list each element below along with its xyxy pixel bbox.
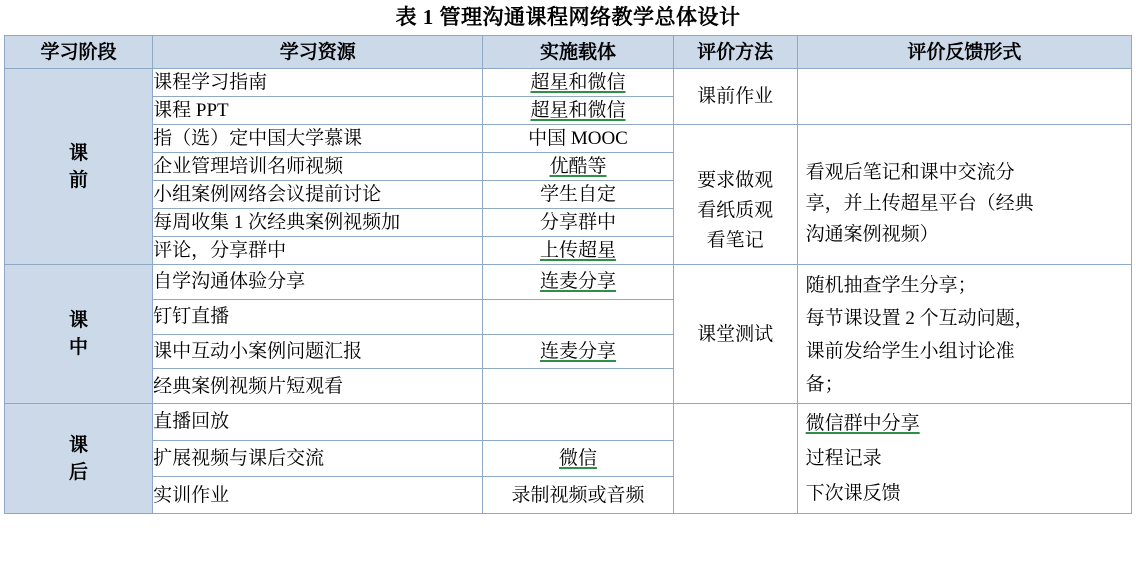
course-design-table bbox=[4, 35, 1132, 514]
carrier-cell bbox=[483, 299, 673, 334]
feedback-text: 看观后笔记和课中交流分 享，并上传超星平台（经典 沟通案例视频） bbox=[805, 162, 1034, 245]
feedback-text: 微信群中分享 过程记录 下次课反馈 bbox=[805, 413, 920, 504]
evaluation-cell-quiz: 课堂测试 bbox=[673, 265, 797, 404]
carrier-cell: 录制视频或音频 bbox=[483, 477, 673, 514]
resource-cell-continued: 评论，分享群中 bbox=[153, 237, 483, 265]
evaluation-cell-notes bbox=[673, 125, 797, 265]
resource-cell: 每周收集 1 次经典案例视频加 bbox=[153, 209, 483, 237]
resource-cell: 小组案例网络会议提前讨论 bbox=[153, 181, 483, 209]
resource-cell: 直播回放 bbox=[153, 404, 483, 441]
resource-cell: 课中互动小案例问题汇报 bbox=[153, 334, 483, 369]
table-header-row bbox=[5, 36, 1132, 69]
table-row bbox=[5, 404, 1132, 441]
column-header-resource: 学习资源 bbox=[153, 36, 483, 69]
carrier-cell: 微信 bbox=[483, 440, 673, 477]
evaluation-text: 要求做观 看纸质观 看笔记 bbox=[697, 169, 774, 251]
page-title: 表 1 管理沟通课程网络教学总体设计 bbox=[395, 5, 741, 29]
carrier-cell: 超星和微信 bbox=[483, 69, 673, 97]
stage-cell-during-class: 课 中 bbox=[5, 265, 153, 404]
resource-cell: 指（选）定中国大学慕课 bbox=[153, 125, 483, 153]
column-header-carrier: 实施载体 bbox=[483, 36, 673, 69]
column-header-stage: 学习阶段 bbox=[5, 36, 153, 69]
resource-cell: 自学沟通体验分享 bbox=[153, 265, 483, 300]
resource-cell: 经典案例视频片短观看 bbox=[153, 369, 483, 404]
carrier-cell bbox=[483, 369, 673, 404]
evaluation-cell-homework: 课前作业 bbox=[673, 69, 797, 125]
carrier-cell: 连麦分享 bbox=[483, 265, 673, 300]
evaluation-cell-after bbox=[673, 404, 797, 514]
column-header-evaluation: 评价方法 bbox=[673, 36, 797, 69]
carrier-cell: 优酷等 bbox=[483, 153, 673, 181]
feedback-text: 随机抽查学生分享； 每节课设置 2 个互动问题， 课前发给学生小组讨论准 备； bbox=[805, 275, 1034, 395]
feedback-cell-empty bbox=[797, 69, 1131, 125]
resource-cell: 课程学习指南 bbox=[153, 69, 483, 97]
carrier-cell: 分享群中 bbox=[483, 209, 673, 237]
column-header-feedback: 评价反馈形式 bbox=[797, 36, 1131, 69]
stage-cell-before-class: 课 前 bbox=[5, 69, 153, 265]
resource-cell: 钉钉直播 bbox=[153, 299, 483, 334]
stage-cell-after-class: 课 后 bbox=[5, 404, 153, 514]
table-row bbox=[5, 125, 1132, 153]
feedback-cell-during bbox=[797, 265, 1131, 404]
resource-cell: 扩展视频与课后交流 bbox=[153, 440, 483, 477]
table-row bbox=[5, 265, 1132, 300]
resource-cell: 课程 PPT bbox=[153, 97, 483, 125]
resource-cell: 企业管理培训名师视频 bbox=[153, 153, 483, 181]
carrier-cell: 中国 MOOC bbox=[483, 125, 673, 153]
feedback-cell-after bbox=[797, 404, 1131, 514]
carrier-cell-continued: 上传超星 bbox=[483, 237, 673, 265]
carrier-cell: 学生自定 bbox=[483, 181, 673, 209]
carrier-cell bbox=[483, 404, 673, 441]
carrier-cell: 连麦分享 bbox=[483, 334, 673, 369]
table-row bbox=[5, 69, 1132, 97]
carrier-cell: 超星和微信 bbox=[483, 97, 673, 125]
feedback-cell-notes bbox=[797, 125, 1131, 265]
resource-cell: 实训作业 bbox=[153, 477, 483, 514]
